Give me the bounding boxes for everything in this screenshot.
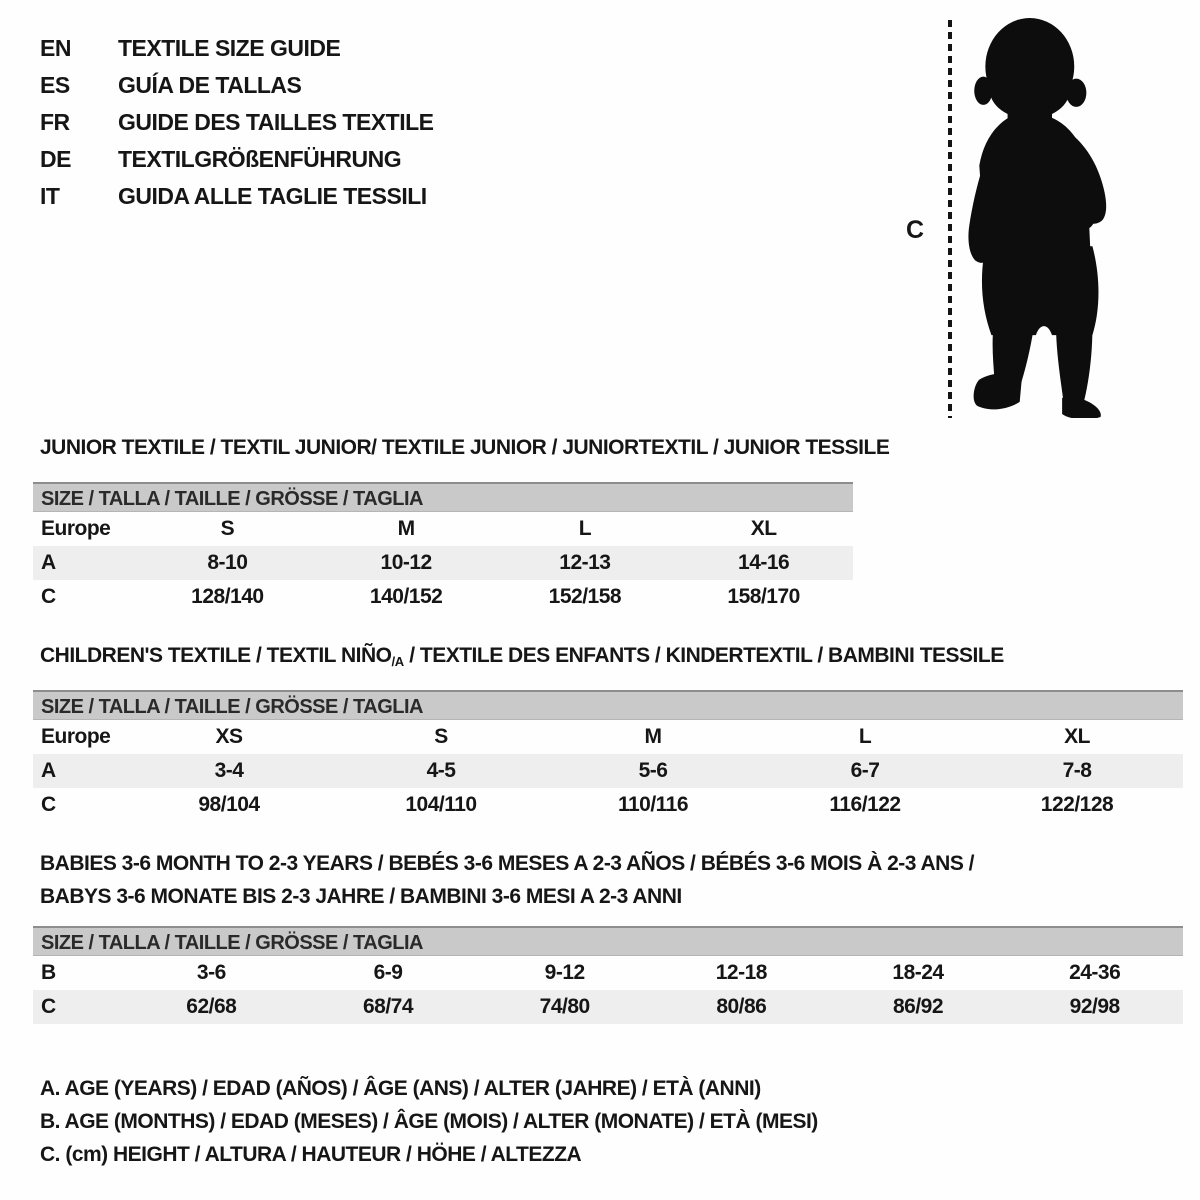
- language-title-list: [40, 30, 434, 215]
- size-column-header: S: [434, 725, 448, 748]
- guide-title-it: GUIDA ALLE TAGLIE TESSILI: [118, 183, 427, 209]
- table-cell: 152/158: [548, 585, 622, 608]
- babies-size-table: [33, 926, 1183, 1024]
- table-row-europe: [33, 720, 1183, 754]
- guide-title-en: TEXTILE SIZE GUIDE: [118, 35, 341, 61]
- babies-section-title-line2: BABYS 3-6 MONATE BIS 2-3 JAHRE / BAMBINI 3-6 MESI A 2-3 ANNI: [40, 885, 682, 908]
- table-cell: 80/86: [716, 995, 767, 1018]
- language-code: IT: [40, 183, 60, 209]
- table-row-height: [33, 580, 853, 614]
- table-cell: 3-4: [214, 759, 244, 782]
- row-label: Europe: [41, 725, 111, 748]
- table-cell: 10-12: [380, 551, 432, 574]
- table-cell: 74/80: [539, 995, 590, 1018]
- table-row-height: [33, 788, 1183, 822]
- size-column-header: XS: [215, 725, 243, 748]
- table-cell: 4-5: [426, 759, 456, 782]
- table-cell: 140/152: [369, 585, 443, 608]
- children-title-subscript: /A: [391, 654, 404, 669]
- table-cell: 62/68: [186, 995, 237, 1018]
- guide-title-es: GUÍA DE TALLAS: [118, 72, 302, 98]
- language-row-it: [40, 178, 434, 215]
- language-row-de: [40, 141, 434, 178]
- size-column-header: L: [858, 725, 872, 748]
- size-header-bar: SIZE / TALLA / TAILLE / GRÖSSE / TAGLIA: [33, 482, 853, 512]
- table-cell: 24-36: [1069, 961, 1121, 984]
- junior-section-title: JUNIOR TEXTILE / TEXTIL JUNIOR/ TEXTILE JUNIOR / JUNIORTEXTIL / JUNIOR TESSILE: [40, 436, 890, 459]
- height-measure-dashed-line: [948, 20, 952, 418]
- row-label: B: [41, 961, 56, 984]
- table-cell: 3-6: [196, 961, 226, 984]
- measurement-legend: [40, 1072, 818, 1171]
- row-label: C: [41, 793, 56, 816]
- size-header-bar: SIZE / TALLA / TAILLE / GRÖSSE / TAGLIA: [33, 690, 1183, 720]
- junior-size-table: [33, 482, 853, 614]
- table-cell: 5-6: [638, 759, 668, 782]
- language-code: EN: [40, 35, 71, 61]
- table-cell: 68/74: [362, 995, 414, 1018]
- table-cell: 86/92: [892, 995, 944, 1018]
- language-row-fr: [40, 104, 434, 141]
- language-code: ES: [40, 72, 70, 98]
- row-label: A: [41, 551, 56, 574]
- table-cell: 7-8: [1062, 759, 1092, 782]
- table-cell: 12-18: [715, 961, 767, 984]
- table-cell: 12-13: [559, 551, 611, 574]
- toddler-silhouette-icon: [962, 14, 1138, 418]
- table-cell: 6-7: [850, 759, 880, 782]
- table-row-age: [33, 546, 853, 580]
- table-row-europe: [33, 512, 853, 546]
- table-cell: 104/110: [405, 793, 477, 816]
- table-cell: 18-24: [892, 961, 944, 984]
- language-code: FR: [40, 109, 70, 135]
- size-column-header: XL: [1064, 725, 1090, 748]
- size-column-header: M: [397, 517, 415, 540]
- table-cell: 92/98: [1069, 995, 1120, 1018]
- legend-line-b: B. AGE (MONTHS) / EDAD (MESES) / ÂGE (MOIS) / ALTER (MONATE) / ETÀ (MESI): [40, 1110, 818, 1133]
- row-label: C: [41, 995, 56, 1018]
- table-cell: 14-16: [738, 551, 790, 574]
- guide-title-fr: GUIDE DES TAILLES TEXTILE: [118, 109, 434, 135]
- size-header-bar: SIZE / TALLA / TAILLE / GRÖSSE / TAGLIA: [33, 926, 1183, 956]
- row-label: A: [41, 759, 56, 782]
- language-row-en: [40, 30, 434, 67]
- table-row-height: [33, 990, 1183, 1024]
- row-label: Europe: [41, 517, 111, 540]
- children-section-title: [40, 644, 1004, 668]
- table-cell: 98/104: [198, 793, 260, 816]
- children-title-rest: / TEXTILE DES ENFANTS / KINDERTEXTIL / BAMBINI TESSILE: [403, 644, 1004, 667]
- guide-title-de: TEXTILGRÖßENFÜHRUNG: [118, 146, 402, 172]
- table-cell: 110/116: [617, 793, 689, 816]
- row-label: C: [41, 585, 56, 608]
- language-row-es: [40, 67, 434, 104]
- table-cell: 9-12: [544, 961, 585, 984]
- table-row-age: [33, 754, 1183, 788]
- table-cell: 6-9: [373, 961, 403, 984]
- children-title-main: CHILDREN'S TEXTILE / TEXTIL NIÑO: [40, 644, 392, 667]
- table-cell: 128/140: [191, 585, 264, 608]
- table-row-months: [33, 956, 1183, 990]
- size-column-header: XL: [750, 517, 777, 540]
- legend-line-a: A. AGE (YEARS) / EDAD (AÑOS) / ÂGE (ANS) / ALTER (JAHRE) / ETÀ (ANNI): [40, 1077, 761, 1100]
- legend-line-c: C. (cm) HEIGHT / ALTURA / HAUTEUR / HÖHE / ALTEZZA: [40, 1143, 582, 1166]
- size-column-header: M: [644, 725, 662, 748]
- babies-section-title-line1: BABIES 3-6 MONTH TO 2-3 YEARS / BEBÉS 3-6 MESES A 2-3 AÑOS / BÉBÉS 3-6 MOIS À 2-3 ANS /: [40, 852, 975, 875]
- table-cell: 122/128: [1040, 793, 1114, 816]
- size-column-header: L: [578, 517, 592, 540]
- table-cell: 8-10: [207, 551, 248, 574]
- size-column-header: S: [220, 517, 235, 540]
- table-cell: 158/170: [727, 585, 800, 608]
- table-cell: 116/122: [829, 793, 901, 816]
- height-measure-label: C: [906, 216, 924, 244]
- language-code: DE: [40, 146, 71, 172]
- children-size-table: [33, 690, 1183, 822]
